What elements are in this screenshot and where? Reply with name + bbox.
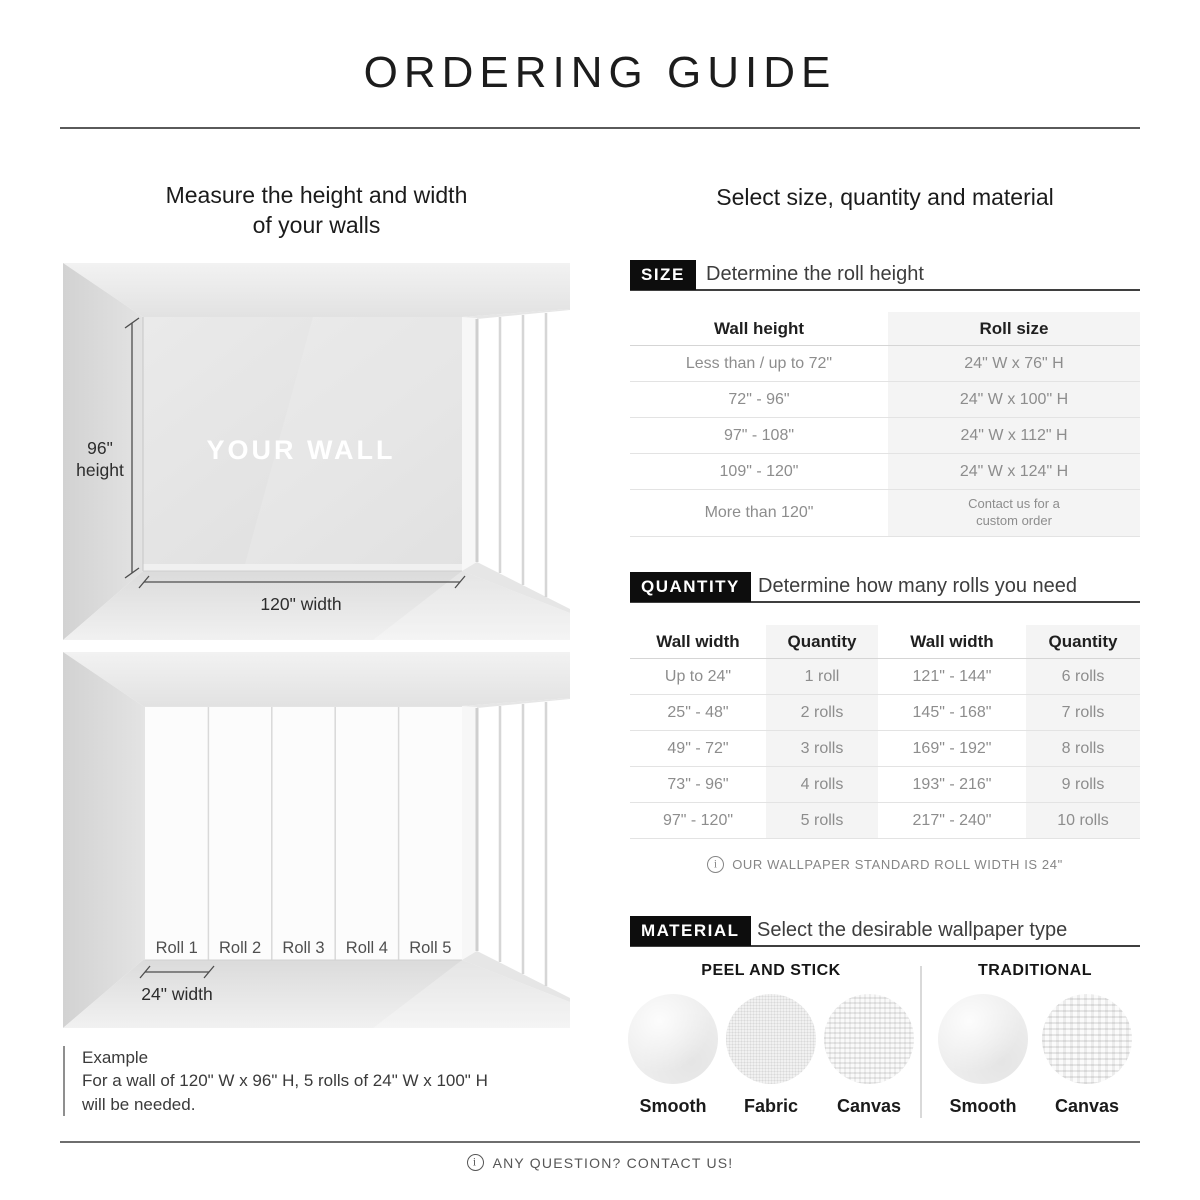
quantity-table-row — [630, 659, 1140, 695]
quantity-cell: 6 rolls — [1026, 659, 1140, 694]
swatch-smooth — [938, 994, 1028, 1117]
size-table-row — [630, 382, 1140, 418]
swatch-smooth — [628, 994, 718, 1117]
wall-width-cell: 193" - 216" — [912, 775, 992, 793]
room-illustration-rolls — [63, 652, 570, 1028]
footer-contact-text: ANY QUESTION? CONTACT US! — [492, 1154, 734, 1171]
footer-divider — [60, 1141, 1140, 1143]
swatch-label: Smooth — [639, 1096, 707, 1116]
size-section-title: Determine the roll height — [706, 263, 924, 285]
your-wall-label: YOUR WALL — [206, 435, 396, 465]
size-section — [630, 260, 1140, 537]
quantity-table-row — [630, 731, 1140, 767]
measure-heading — [63, 181, 570, 241]
canvas-texture-swatch — [1042, 994, 1132, 1084]
quantity-header: Quantity — [766, 625, 878, 658]
fabric-texture-swatch — [726, 994, 816, 1084]
quantity-table-row — [630, 767, 1140, 803]
wall-width-header: Wall width — [656, 631, 740, 651]
window-return — [462, 706, 477, 960]
wall-width-header: Wall width — [910, 631, 994, 651]
roll-2-label: Roll 2 — [219, 939, 262, 957]
roll-size-cell: 24" W x 112" H — [888, 418, 1140, 453]
swatch-label: Smooth — [949, 1096, 1017, 1116]
quantity-cell: 9 rolls — [1026, 767, 1140, 802]
quantity-section-header — [630, 572, 1140, 603]
room2-drawing — [63, 652, 570, 1028]
quantity-badge: QUANTITY — [630, 572, 751, 602]
ceiling — [63, 263, 570, 317]
quantity-table — [630, 625, 1140, 839]
quantity-table-row — [630, 695, 1140, 731]
peel-and-stick-group — [630, 962, 912, 1118]
size-table-row — [630, 346, 1140, 382]
height-value-label: 96" — [87, 438, 113, 458]
roll-size-cell: 24" W x 100" H — [888, 382, 1140, 417]
quantity-section-title: Determine how many rolls you need — [758, 575, 1078, 597]
roll-width-note-text: OUR WALLPAPER STANDARD ROLL WIDTH IS 24" — [732, 857, 1063, 872]
example-line1: For a wall of 120" W x 96" H, 5 rolls of 24" W x 100" H — [82, 1071, 488, 1091]
wall-width-cell: 25" - 48" — [667, 703, 729, 721]
baseboard — [143, 564, 462, 571]
wall-height-cell: 109" - 120" — [719, 462, 799, 480]
wall-height-header: Wall height — [713, 318, 805, 338]
material-badge: MATERIAL — [630, 916, 751, 946]
size-section-header — [630, 260, 1140, 291]
swatch-canvas — [824, 994, 914, 1117]
example-block — [63, 1046, 488, 1116]
swatch-label: Canvas — [1054, 1096, 1120, 1116]
size-table-row — [630, 490, 1140, 537]
roll-4-label: Roll 4 — [345, 939, 388, 957]
peel-and-stick-swatches — [630, 994, 912, 1117]
size-table-row — [630, 454, 1140, 490]
quantity-cell: 1 roll — [766, 659, 878, 694]
quantity-table-header-row — [630, 625, 1140, 659]
select-heading: Select size, quantity and material — [716, 184, 1054, 210]
quantity-cell: 5 rolls — [766, 803, 878, 838]
info-icon — [707, 856, 724, 873]
swatch-label: Fabric — [743, 1096, 799, 1116]
page-title: ORDERING GUIDE — [363, 48, 837, 97]
roll-width-label: 24" width — [141, 984, 213, 1004]
roll-size-cell — [888, 490, 1140, 536]
material-section — [630, 916, 1140, 1118]
footer-contact — [0, 1154, 1200, 1171]
room-illustration-measure — [63, 263, 570, 640]
swatch-canvas — [1042, 994, 1132, 1117]
quantity-cell: 4 rolls — [766, 767, 878, 802]
size-badge: SIZE — [630, 260, 696, 290]
quantity-table-row — [630, 803, 1140, 839]
swatch-label: Canvas — [836, 1096, 902, 1116]
quantity-cell: 3 rolls — [766, 731, 878, 766]
traditional-group — [930, 962, 1140, 1118]
quantity-section — [630, 572, 1140, 873]
traditional-swatches — [930, 994, 1140, 1117]
roll-1-label: Roll 1 — [155, 939, 198, 957]
material-group-divider — [920, 966, 922, 1118]
header-divider — [60, 127, 1140, 129]
wall-width-cell: 145" - 168" — [912, 703, 992, 721]
material-section-title: Select the desirable wallpaper type — [757, 919, 1068, 941]
material-section-header — [630, 916, 1140, 947]
wall-width-cell: 169" - 192" — [912, 739, 992, 757]
width-value-label: 120" width — [260, 594, 342, 614]
quantity-cell: 7 rolls — [1026, 695, 1140, 730]
smooth-texture-swatch — [628, 994, 718, 1084]
size-table — [630, 312, 1140, 537]
wall-width-cell: Up to 24" — [664, 667, 732, 685]
wall-height-cell: 97" - 108" — [723, 426, 795, 444]
wall-width-cell: 73" - 96" — [667, 775, 729, 793]
roll-size-cell: 24" W x 76" H — [888, 346, 1140, 381]
example-line2: will be needed. — [82, 1094, 196, 1114]
roll-size-header: Roll size — [888, 312, 1140, 345]
measure-heading-line1: Measure the height and width — [165, 182, 468, 208]
size-table-header-row — [630, 312, 1140, 346]
canvas-texture-swatch — [824, 994, 914, 1084]
quantity-cell: 10 rolls — [1026, 803, 1140, 838]
wall-width-cell: 121" - 144" — [912, 667, 992, 685]
example-title: Example — [82, 1048, 149, 1067]
ceiling — [63, 652, 570, 706]
wall-height-cell: More than 120" — [704, 504, 814, 521]
smooth-texture-swatch — [938, 994, 1028, 1084]
quantity-header: Quantity — [1026, 625, 1140, 658]
wall-height-cell: Less than / up to 72" — [685, 354, 833, 372]
wallpaper-rolls-panel — [145, 707, 462, 960]
measure-heading-line2: of your walls — [252, 211, 381, 238]
height-word-label: height — [76, 460, 124, 480]
roll-width-note — [630, 856, 1140, 873]
custom-order-note: Contact us for a custom order — [968, 496, 1060, 528]
quantity-cell: 2 rolls — [766, 695, 878, 730]
wall-width-cell: 49" - 72" — [667, 739, 729, 757]
wall-width-cell: 217" - 240" — [912, 811, 992, 829]
roll-5-label: Roll 5 — [409, 939, 452, 957]
window-return — [462, 317, 477, 571]
roll-size-cell: 24" W x 124" H — [888, 454, 1140, 489]
traditional-title: TRADITIONAL — [978, 962, 1092, 979]
swatch-fabric — [726, 994, 816, 1117]
info-icon — [467, 1154, 484, 1171]
peel-and-stick-title: PEEL AND STICK — [701, 962, 841, 979]
roll-3-label: Roll 3 — [282, 939, 325, 957]
size-table-row — [630, 418, 1140, 454]
wall-height-cell: 72" - 96" — [728, 390, 790, 408]
wall-width-cell: 97" - 120" — [662, 811, 734, 829]
material-options — [630, 962, 1140, 1118]
room1-drawing — [63, 263, 570, 640]
quantity-cell: 8 rolls — [1026, 731, 1140, 766]
